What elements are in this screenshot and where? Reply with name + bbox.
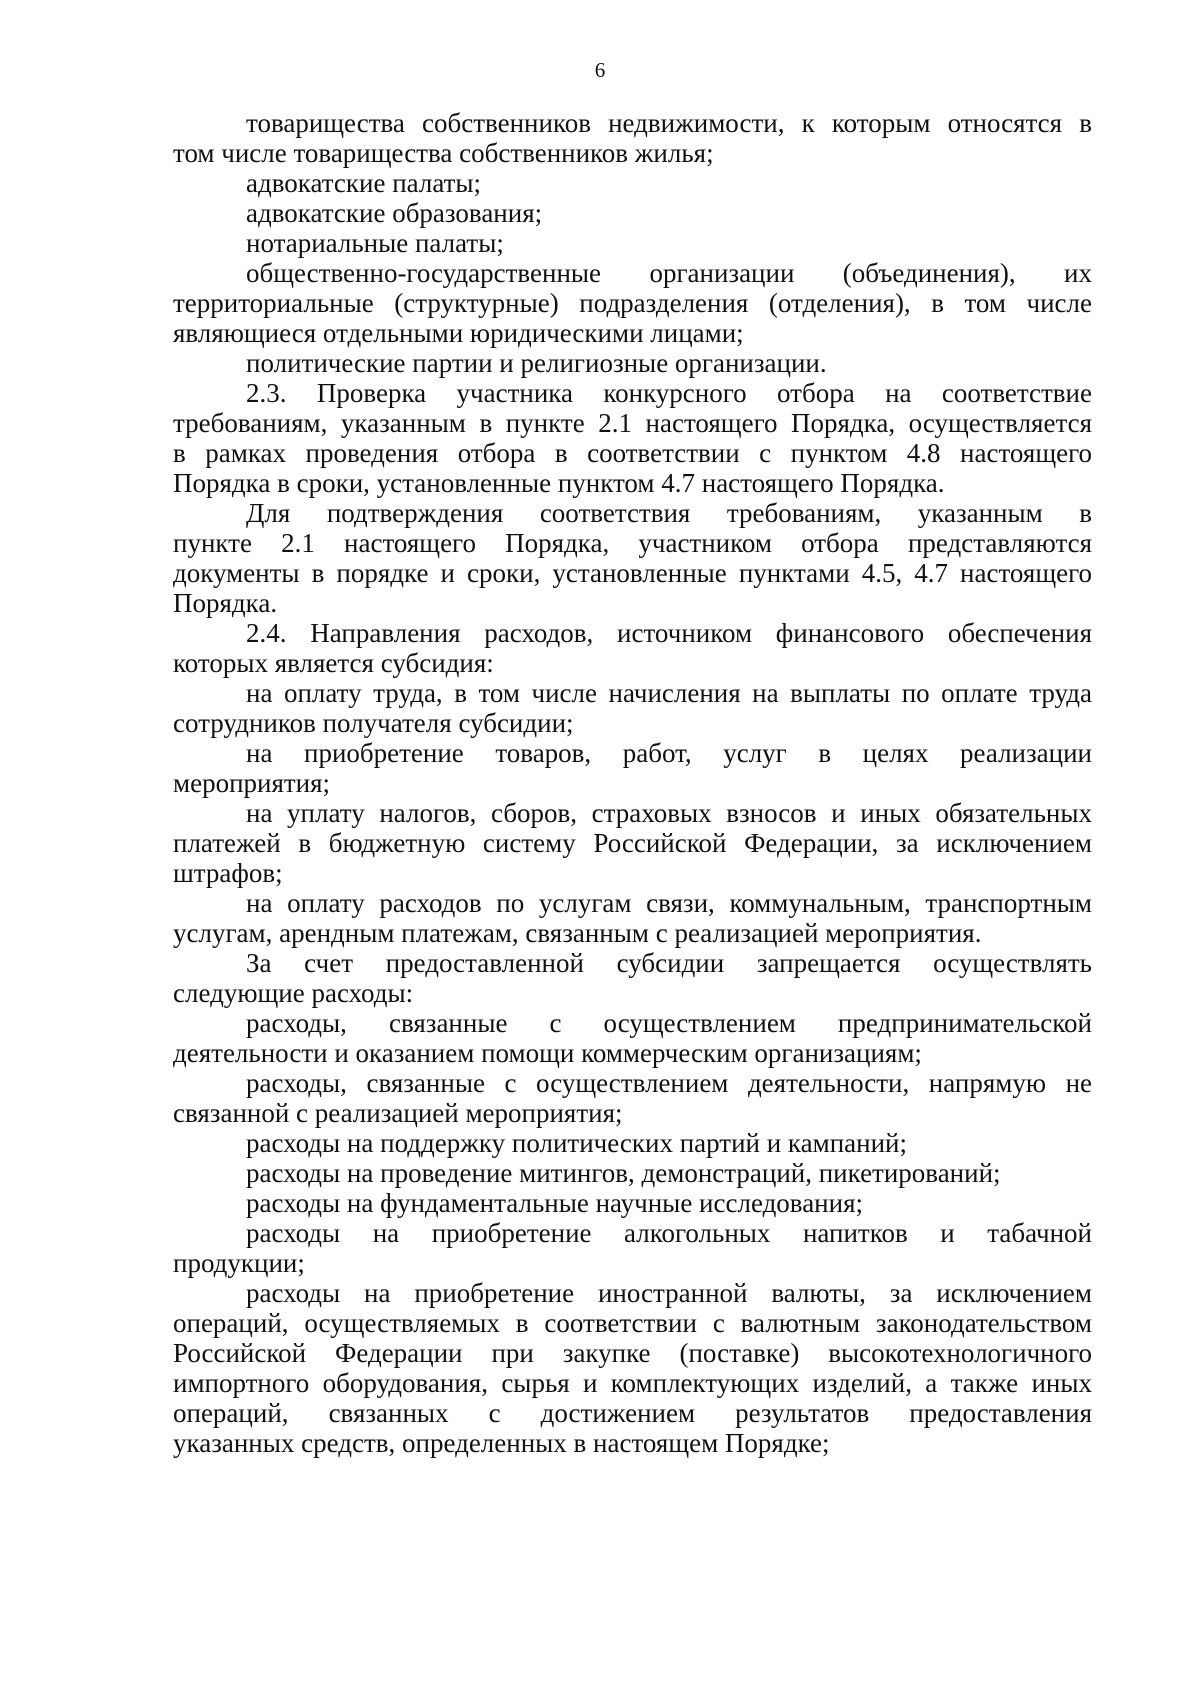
text-line: платежей в бюджетную систему Российской Федерации, за исключением	[173, 828, 1092, 858]
text-line: том числе товарищества собственников жилья;	[173, 138, 714, 168]
paragraph-polit-partii	[173, 348, 1092, 378]
paragraph-za-schet-zapreshchaetsya	[173, 948, 1092, 1008]
text-line: мероприятия;	[173, 768, 331, 798]
text-line: 2.4. Направления расходов, источником финансового обеспечения	[246, 618, 1092, 648]
text-line: нотариальные палаты;	[246, 228, 504, 258]
text-line: операций, осуществляемых в соответствии с валютным законодательством	[173, 1308, 1092, 1338]
paragraph-p2-3	[173, 378, 1092, 498]
text-line: адвокатские образования;	[246, 198, 543, 228]
document-body	[173, 108, 1092, 1458]
text-line: на уплату налогов, сборов, страховых взносов и иных обязательных	[246, 798, 1092, 828]
text-line: импортного оборудования, сырья и комплектующих изделий, а также иных	[173, 1368, 1092, 1398]
paragraph-uplata-nalogov	[173, 798, 1092, 888]
text-line: продукции;	[173, 1248, 305, 1278]
paragraph-dlya-podtverzhdeniya	[173, 498, 1092, 618]
text-line: расходы на поддержку политических партий и кампаний;	[246, 1128, 907, 1158]
paragraph-advokat-obrazovaniya	[173, 198, 1092, 228]
text-line: товарищества собственников недвижимости, к которым относятся в	[246, 108, 1092, 138]
paragraph-rashody-alkogol	[173, 1218, 1092, 1278]
paragraph-rashody-predprinimatelskoy	[173, 1008, 1092, 1068]
text-line: которых является субсидия:	[173, 648, 494, 678]
text-line: расходы, связанные с осуществлением деятельности, напрямую не	[246, 1068, 1092, 1098]
text-line: связанной с реализацией мероприятия;	[173, 1098, 623, 1128]
text-line: Порядка.	[173, 588, 278, 618]
text-line: За счет предоставленной субсидии запрещается осуществлять	[246, 948, 1092, 978]
text-line: общественно-государственные организации (объединения), их	[246, 258, 1092, 288]
text-line: расходы на фундаментальные научные исследования;	[246, 1188, 864, 1218]
text-line: требованиям, указанным в пункте 2.1 настоящего Порядка, осуществляется	[173, 408, 1092, 438]
text-line: документы в порядке и сроки, установленные пунктами 4.5, 4.7 настоящего	[173, 558, 1092, 588]
text-line: являющиеся отдельными юридическими лицами;	[173, 318, 744, 348]
paragraph-tsn	[173, 108, 1092, 168]
paragraph-obshch-gos-org	[173, 258, 1092, 348]
text-line: следующие расходы:	[173, 978, 414, 1008]
text-line: 2.3. Проверка участника конкурсного отбора на соответствие	[246, 378, 1092, 408]
text-line: на оплату расходов по услугам связи, коммунальным, транспортным	[246, 888, 1092, 918]
paragraph-rashody-nauchnye	[173, 1188, 1092, 1218]
paragraph-rashody-mitingov	[173, 1158, 1092, 1188]
text-line: в рамках проведения отбора в соответствии с пунктом 4.8 настоящего	[173, 438, 1092, 468]
text-line: указанных средств, определенных в настоящем Порядке;	[173, 1428, 830, 1458]
text-line: расходы, связанные с осуществлением предпринимательской	[246, 1008, 1092, 1038]
text-line: адвокатские палаты;	[246, 168, 482, 198]
paragraph-notarial-palaty	[173, 228, 1092, 258]
text-line: пункте 2.1 настоящего Порядка, участником отбора представляются	[173, 528, 1092, 558]
text-line: расходы на приобретение алкогольных напитков и табачной	[246, 1218, 1092, 1248]
text-line: на приобретение товаров, работ, услуг в целях реализации	[246, 738, 1092, 768]
paragraph-oplata-truda	[173, 678, 1092, 738]
paragraph-oplata-rashodov-svyazi	[173, 888, 1092, 948]
paragraph-rashody-ne-svyazannoy	[173, 1068, 1092, 1128]
text-line: операций, связанных с достижением результатов предоставления	[173, 1398, 1092, 1428]
text-line: расходы на приобретение иностранной валюты, за исключением	[246, 1278, 1092, 1308]
text-line: расходы на проведение митингов, демонстраций, пикетирований;	[246, 1158, 1001, 1188]
text-line: Российской Федерации при закупке (поставке) высокотехнологичного	[173, 1338, 1092, 1368]
text-line: услугам, арендным платежам, связанным с реализацией мероприятия.	[173, 918, 982, 948]
paragraph-priobretenie-tovarov	[173, 738, 1092, 798]
text-line: сотрудников получателя субсидии;	[173, 708, 574, 738]
paragraph-advokat-palaty	[173, 168, 1092, 198]
paragraph-rashody-valyuta	[173, 1278, 1092, 1458]
text-line: Для подтверждения соответствия требованиям, указанным в	[246, 498, 1092, 528]
text-line: политические партии и религиозные организации.	[246, 348, 827, 378]
text-line: штрафов;	[173, 858, 283, 888]
paragraph-p2-4	[173, 618, 1092, 678]
text-line: на оплату труда, в том числе начисления на выплаты по оплате труда	[246, 678, 1092, 708]
text-line: деятельности и оказанием помощи коммерческим организациям;	[173, 1038, 922, 1068]
paragraph-rashody-polit-partiy	[173, 1128, 1092, 1158]
text-line: Порядка в сроки, установленные пунктом 4.7 настоящего Порядка.	[173, 468, 945, 498]
page-number: 6	[594, 58, 606, 82]
text-line: территориальные (структурные) подразделения (отделения), в том числе	[173, 288, 1092, 318]
